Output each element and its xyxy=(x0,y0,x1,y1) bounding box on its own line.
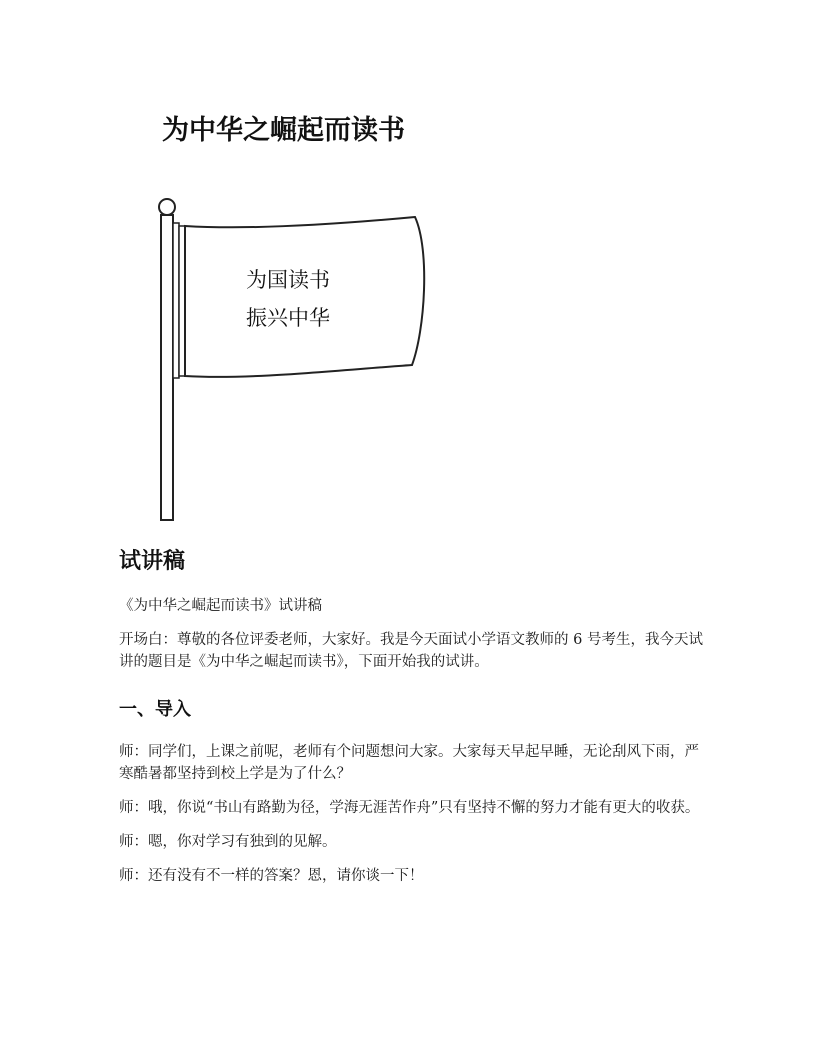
flag-text-line1: 为国读书 xyxy=(246,268,330,292)
document-heading: 试讲稿 xyxy=(119,549,186,574)
flag-illustration xyxy=(140,190,440,525)
flagpole-knob xyxy=(159,199,175,215)
paragraph: 师：还有没有不一样的答案？恩，请你谈一下！ xyxy=(119,868,424,884)
opening-paragraph: 开场白：尊敬的各位评委老师，大家好。我是今天面试小学语文教师的 6 号考生，我今天试讲的题目是《为中华之崛起而读书》，下面开始我的试讲。 xyxy=(119,632,703,670)
paragraph: 师：哦，你说“书山有路勤为径，学海无涯苦作舟”只有坚持不懈的努力才能有更大的收获。 xyxy=(119,800,700,816)
flag-cloth xyxy=(185,217,424,377)
document-body xyxy=(119,544,709,899)
paragraph: 师：嗯，你对学习有独到的见解。 xyxy=(119,834,337,850)
figure-title: 为中华之崛起而读书 xyxy=(162,115,405,146)
document-subtitle: 《为中华之崛起而读书》试讲稿 xyxy=(119,598,322,614)
flagpole xyxy=(161,215,173,520)
section-heading: 一、导入 xyxy=(119,699,191,720)
flag-text-line2: 振兴中华 xyxy=(246,306,330,330)
paragraph: 师：同学们，上课之前呢，老师有个问题想问大家。大家每天早起早睡，无论刮风下雨，严寒酷暑都坚持到校上学是为了什么？ xyxy=(119,744,699,782)
